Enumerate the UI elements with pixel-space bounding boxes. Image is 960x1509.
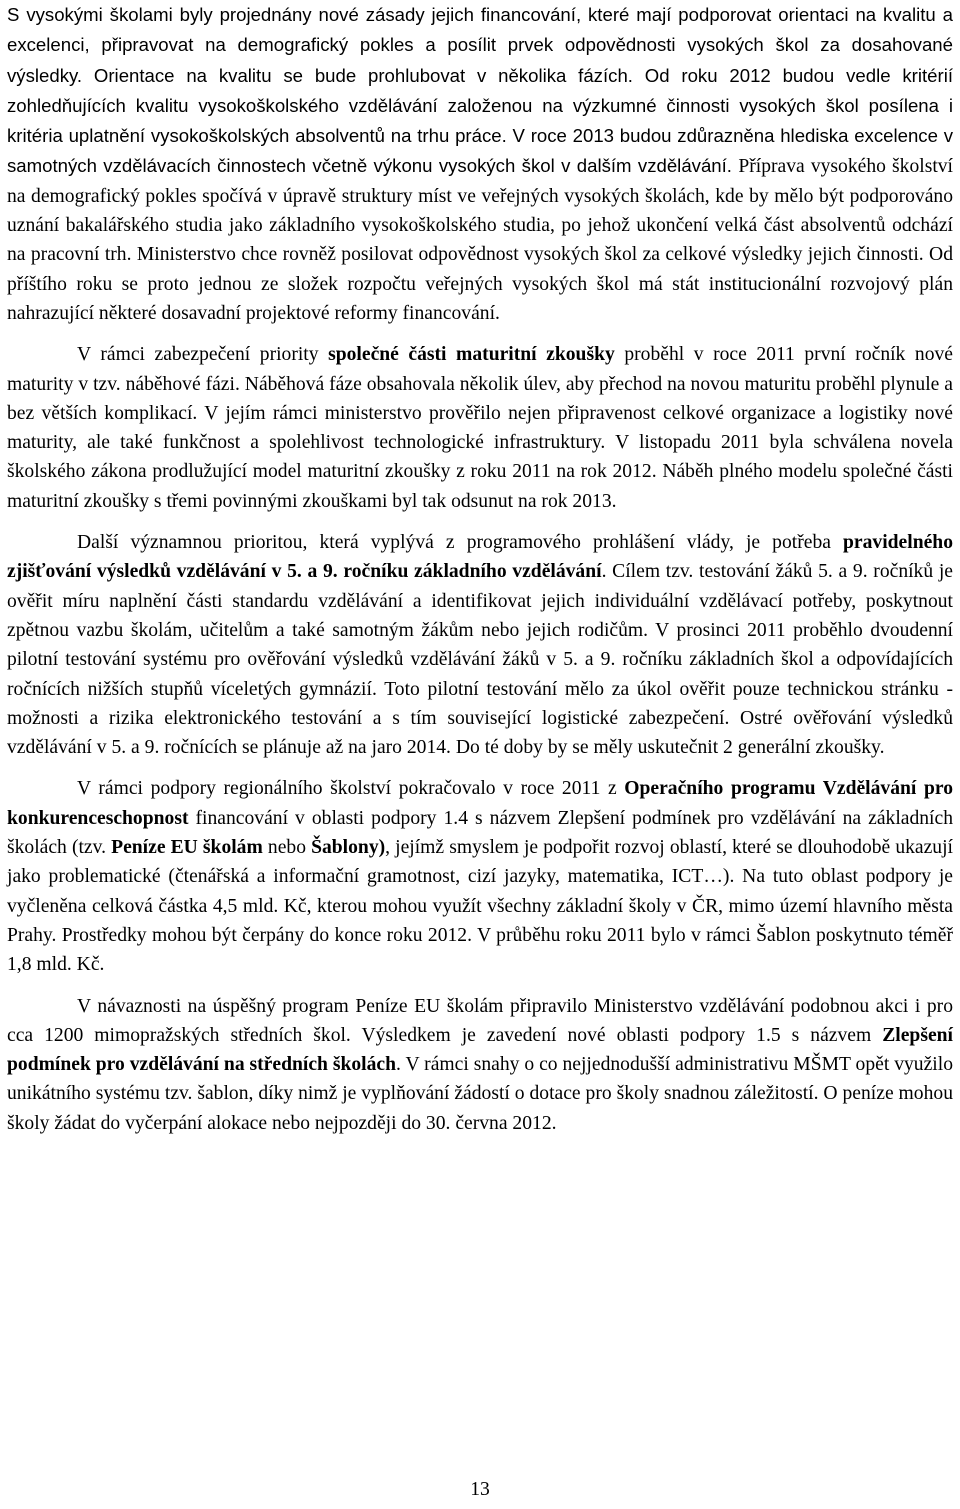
text-segment: . V rámci snahy o co nejjednodušší administrativu MŠMT opět využilo unikátního systému tzv. šablon, díky nimž je vyplňování žádostí o dotace pro školy snadnou záležitostí. O peníze mohou školy žádat do vyčerpání alokace nebo nejpozději do 30. června 2012. xyxy=(7,1054,953,1134)
bold-text-segment: Operačního programu Vzdělávání pro konkurenceschopnost xyxy=(7,778,954,829)
text-segment: Orientace na kvalitu se bude prohlubovat v několika fázích. Od roku 2012 budou vedle kritérií zohledňujících kvalitu vysokoškolského vzdělávání založenou na výzkumné činnosti vysokých škol posílena i kritéria uplatnění vysokoškolských absolventů na trhu práce. xyxy=(7,64,953,147)
text-segment: Další významnou prioritou, která vyplývá z programového prohlášení vlády, je potřeba xyxy=(77,532,844,554)
bold-text-segment: společné části maturitní zkoušky xyxy=(328,344,615,366)
page-number: 13 xyxy=(470,1479,490,1500)
text-segment: financování v oblasti podpory 1.4 s názvem Zlepšení podmínek pro vzdělávání na základních školách (tzv. xyxy=(7,807,953,859)
document-page xyxy=(7,0,953,1138)
paragraph-maturita xyxy=(7,340,953,516)
bold-text-segment: Zlepšení podmínek pro vzdělávání na středních školách xyxy=(7,1024,953,1076)
text-segment: V rámci podpory regionálního školství pokračovalo v roce 2011 z xyxy=(77,778,625,800)
text-segment: V roce 2013 budou zdůrazněna hlediska excelence v samotných vzdělávacích činnostech včetně výkonu vysokých škol v dalším vzdělávání. xyxy=(7,125,954,177)
text-segment: proběhl v roce 2011 první ročník nové maturity v tzv. náběhové fázi. Náběhová fáze obsahovala několik úlev, aby přechod na novou maturitu proběhl plynule a bez větších komplikací. V jejím rámci ministerstvo prověřilo nejen připravenost celkové organizace a logistiky nové maturity, ale také funkčnost a spolehlivost technologické infrastruktury. V listopadu 2011 byla schválena novela školského zákona prodlužující model maturitní zkoušky z roku 2011 na rok 2012. Náběh plného modelu společné části maturitní zkoušky s třemi povinnými zkouškami byl tak odsunut na rok 2013. xyxy=(7,344,953,512)
text-segment: Příprava vysokého školství na demografický pokles spočívá v úpravě struktury míst ve veřejných vysokých školách, kde by mělo být podporováno uznání bakalářského studia jako základního vysokoškolského studia, po jehož ukončení velká část absolventů odchází na pracovní trh. Ministerstvo chce rovněž posilovat odpovědnost vysokých škol za celkové výsledky jejich činnosti. xyxy=(7,156,954,266)
bold-text-segment: Peníze EU školám xyxy=(111,837,263,859)
paragraph-secondary-schools xyxy=(7,992,953,1138)
text-segment: V rámci zabezpečení priority xyxy=(77,344,329,366)
text-segment: nebo xyxy=(262,837,312,859)
paragraph-op-vk xyxy=(7,774,953,979)
text-segment: V návaznosti na úspěšný program Peníze EU školám připravilo Ministerstvo vzdělávání podobnou akci i pro cca 1200 mimopražských středních škol. Výsledkem je zavedení nové oblasti podpory 1.5 s názvem xyxy=(7,995,953,1046)
bold-text-segment: Šablony) xyxy=(311,837,386,859)
text-segment: . Cílem tzv. testování žáků 5. a 9. ročníků je ověřit míru naplnění části standardu vzdělávání a identifikovat jejich individuální vzdělávací potřeby, poskytnout zpětnou vazbu školám, učitelům a také samotným žákům nebo jejich rodičům. V prosinci 2011 proběhlo dvoudenní pilotní testování systému pro ověřování výsledků vzdělávání žáků v 5. a 9. ročníku základních škol a odpovídajících ročnících nižších stupňů víceletých gymnázií. Toto pilotní testování mělo za úkol ověřit pouze technickou stránku - možnosti a rizika elektronického testování a s tím související logistické zabezpečení. Ostré ověřování výsledků vzdělávání v 5. a 9. ročnících se plánuje až na jaro 2014. Do té doby by se měly uskutečnit 2 generální zkoušky. xyxy=(7,561,953,759)
paragraph-higher-education xyxy=(7,0,953,328)
text-segment: , jejímž smyslem je podpořit rozvoj oblastí, které se dlouhodobě ukazují jako problematické (čtenářská a informační gramotnost, cizí jazyky, matematika, ICT…). Na tuto oblast podpory je vyčleněna celková částka 4,5 mld. Kč, kterou mohou využít všechny základní školy v ČR, mimo území hlavního města Prahy. Prostředky mohou být čerpány do konce roku 2012. V průběhu roku 2011 bylo v rámci Šablon poskytnuto téměř 1,8 mld. Kč. xyxy=(7,837,953,976)
text-segment: S vysokými školami byly projednány nové zásady jejich financování, které mají podporovat orientaci na kvalitu a excelenci, připravovat na demografický pokles a posílit prvek odpovědnosti vysokých škol za dosahované výsledky. xyxy=(7,4,953,86)
text-segment: Od příštího roku se proto jednou ze složek rozpočtu veřejných vysokých škol má stát institucionální rozvojový plán nahrazující některé dosavadní projektové reformy financování. xyxy=(7,244,953,324)
paragraph-testing xyxy=(7,528,953,762)
bold-text-segment: pravidelného zjišťování výsledků vzdělávání v 5. a 9. ročníku základního vzdělávání xyxy=(7,532,953,583)
